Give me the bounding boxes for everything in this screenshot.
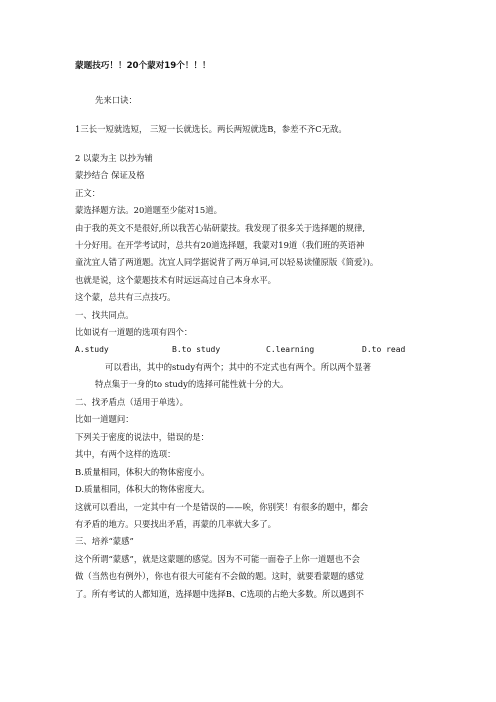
paragraph-line: 做（当然也有例外），你也有很大可能有不会做的题。这时，就要看蒙题的感觉 [75,571,364,581]
paragraph-line: 比如说有一道题的选项有四个： [75,327,193,337]
option-a: A.study [75,345,109,354]
paragraph-line: 其中，有两个这样的选项： [75,449,176,459]
option-c: C.learning [266,345,315,354]
paragraph-line: 蒙选择题方法。20道题至少能对15道。 [75,205,222,215]
paragraph-line: 正文： [75,188,101,198]
paragraph-line: 这个所谓“蒙感”，就是这蒙题的感觉。因为不可能一面卷子上你一道题也不会 [75,554,360,564]
paragraph-line: 这个蒙，总共有三点技巧。 [75,292,176,302]
paragraph-line: 2 以蒙为主 以抄为辅 [75,153,153,163]
paragraph-line: 蒙抄结合 保证及格 [75,170,145,180]
paragraph-line: 十分好用。在开学考试时，总共有20道选择题，我蒙对19道（我们班的英语神 [75,240,365,250]
section-heading: 一、找共同点。 [75,310,134,320]
paragraph-line: 童沈宜人错了两道题。沈宜人同学据说背了两万单词,可以轻易读懂原版《简爱》)。 [75,257,379,267]
paragraph-line: D.质量相同，体积大的物体密度大。 [75,484,210,494]
paragraph-line: 这就可以看出，一定其中有一个是错误的——唉，你别笑！有很多的题中，都会 [75,502,369,512]
paragraph-line: 特点集于一身的to study的选择可能性就十分的大。 [95,379,289,389]
paragraph-line: 可以看出，其中的study有两个；其中的不定式也有两个。所以两个显著 [105,362,372,372]
section-heading: 二、找矛盾点（适用于单选）。 [75,397,189,407]
section-heading: 三、培养“蒙感” [75,536,134,546]
paragraph-line: 比如一道题问： [75,414,134,424]
option-b: B.to study [172,345,221,354]
paragraph-line: 先来口诀： [95,95,137,105]
paragraph-line: 1三长一短就选短， 三短一长就选长。两长两短就选B，参差不齐C无敌。 [75,124,347,134]
paragraph-line: 有矛盾的地方。只要找出矛盾，再蒙的几率就大多了。 [75,519,276,529]
option-d: D.to read [362,345,406,354]
paragraph-line: B.质量相同，体积大的物体密度小。 [75,467,210,477]
paragraph-line: 下列关于密度的说法中，错误的是： [75,432,209,442]
paragraph-line: 了。所有考试的人都知道，选择题中选择B、C选项的占绝大多数。所以遇到不 [75,589,364,599]
paragraph-line: 也就是说，这个蒙题技术有时远远高过自己本身水平。 [75,275,276,285]
answer-options [75,344,435,355]
document-title: 蒙题技巧！！20个蒙对19个！！！ [75,61,211,71]
paragraph-line: 由于我的英文不是很好,所以我苦心钻研蒙技。我发现了很多关于选择题的规律, [75,223,366,233]
